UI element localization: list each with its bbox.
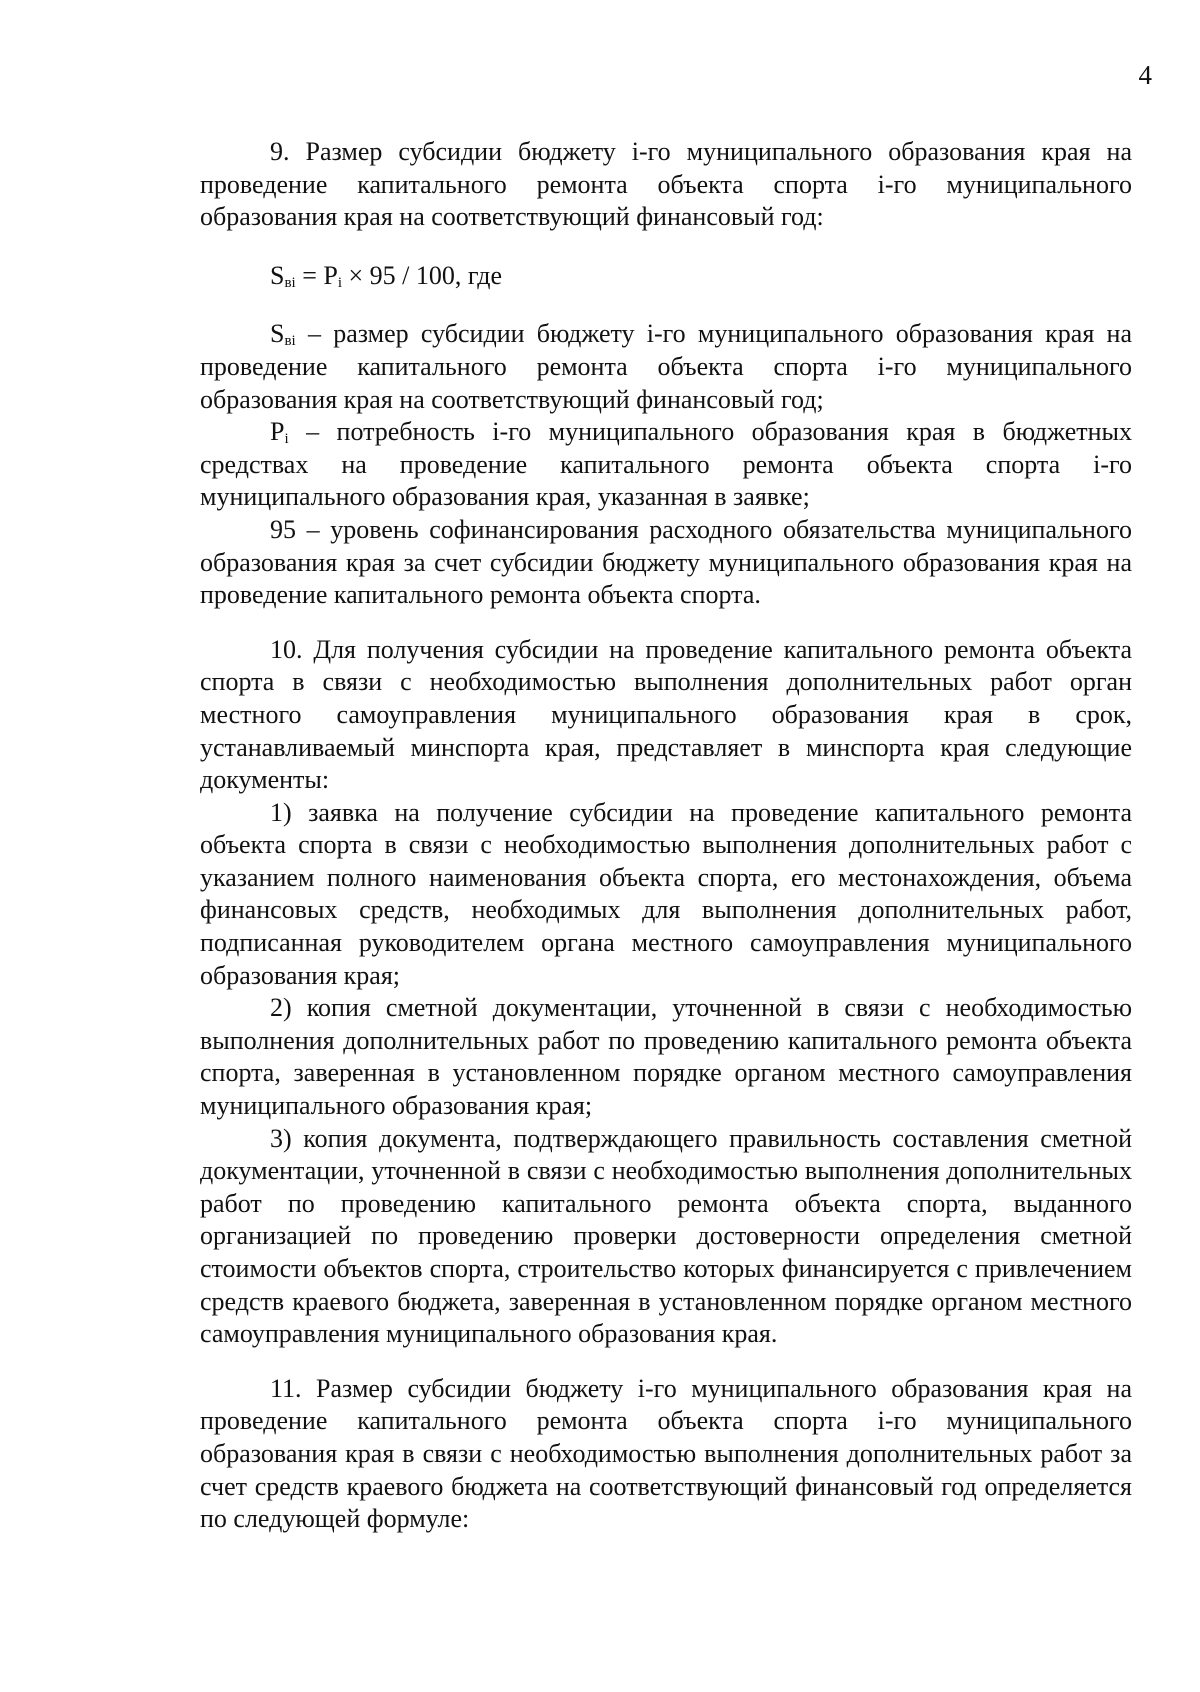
formula-s: S xyxy=(270,260,285,290)
paragraph-10: 10. Для получения субсидии на проведение капитального ремонта объекта спорта в связи с необходимостью выполнения дополнительных работ орган местного самоуправления муниципального образования края в срок, устанавливаемый минспорта края, представляет в минспорта края следующие документы: xyxy=(200,634,1132,795)
paragraph-9: 9. Размер субсидии бюджету i-го муниципального образования края на проведение капитального ремонта объекта спорта i-го муниципального образования края на соответствующий финансовый год: xyxy=(200,137,1132,232)
formula-equals-p: = P xyxy=(295,260,338,290)
page-number: 4 xyxy=(1138,60,1152,90)
paragraph-10-item-2: 2) копия сметной документации, уточненной в связи с необходимостью выполнения дополнительных работ по проведению капитального ремонта объекта спорта, заверенная в установленном порядке органом местного самоуправления муниципального образования края; xyxy=(200,993,1132,1121)
definition-p xyxy=(200,416,1132,514)
paragraph-11: 11. Размер субсидии бюджету i-го муниципального образования края на проведение капитального ремонта объекта спорта i-го муниципального образования края в связи с необходимостью выполнения дополнительных работ за счет средств краевого бюджета на соответствующий финансовый год определяется по следующей формуле: xyxy=(200,1373,1132,1534)
formula-s-subscript: вi xyxy=(284,274,296,291)
paragraph-10-item-1: 1) заявка на получение субсидии на проведение капитального ремонта объекта спорта в связи с необходимостью выполнения дополнительных работ с указанием полного наименования объекта спорта, его местонахождения, объема финансовых средств, необходимых для выполнения дополнительных работ, подписанная руководителем органа местного самоуправления муниципального образования края; xyxy=(200,797,1132,990)
formula-tail: × 95 / 100, где xyxy=(342,260,503,290)
definition-p-text: – потребность i-го муниципального образования края в бюджетных средствах на проведение капитального ремонта объекта спорта i-го муниципального образования края, указанная в заявке; xyxy=(200,417,1132,512)
definition-s-symbol: S xyxy=(270,319,285,349)
definition-s-subscript: вi xyxy=(284,333,296,350)
definition-s-text: – размер субсидии бюджету i-го муниципального образования края на проведение капитального ремонта объекта спорта i-го муниципального образования края на соответствующий финансовый год; xyxy=(200,319,1132,414)
definition-95: 95 – уровень софинансирования расходного обязательства муниципального образования края за счет субсидии бюджету муниципального образования края на проведение капитального ремонта объекта спорта. xyxy=(200,514,1132,610)
subsidy-formula xyxy=(200,260,1132,293)
paragraph-10-item-3: 3) копия документа, подтверждающего правильность составления сметной документации, уточненной в связи с необходимостью выполнения дополнительных работ по проведению капитального ремонта объекта спорта, выданного организацией по проведению проверки достоверности определения сметной стоимости объектов спорта, строительство которых финансируется с привлечением средств краевого бюджета, заверенная в установленном порядке органом местного самоуправления муниципального образования края. xyxy=(200,1123,1132,1349)
document-body xyxy=(200,136,1132,1536)
formula-p-subscript: i xyxy=(337,274,343,291)
definition-p-subscript: i xyxy=(284,431,289,448)
definition-p-symbol: P xyxy=(270,417,285,447)
definition-s xyxy=(200,318,1132,416)
